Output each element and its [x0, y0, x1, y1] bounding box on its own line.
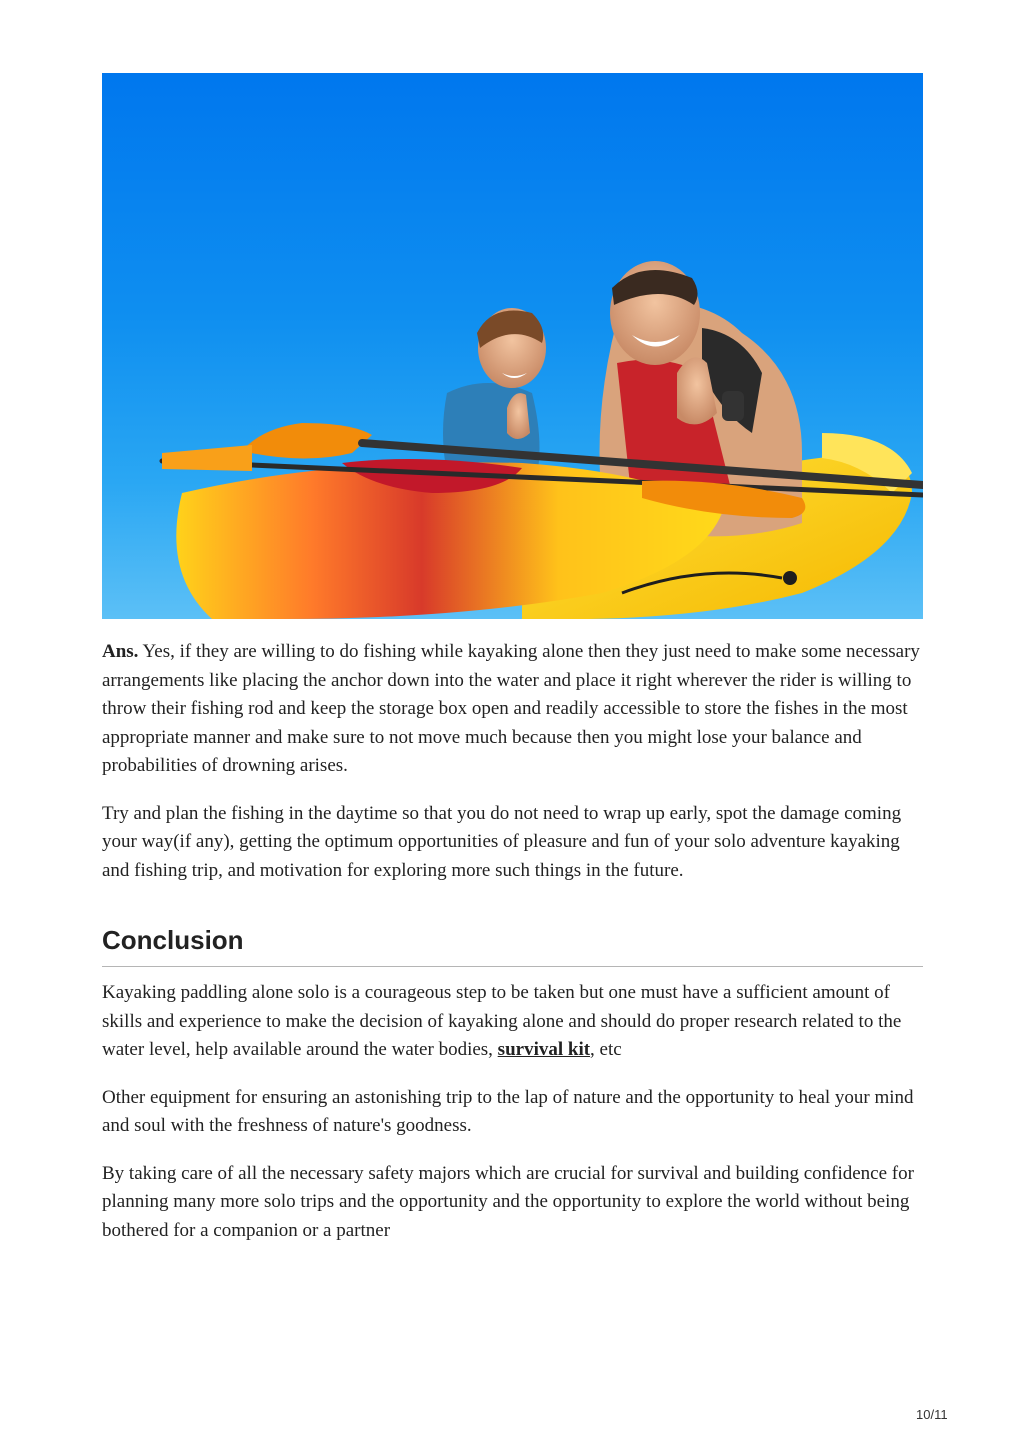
conclusion-text-after: , etc	[590, 1039, 622, 1060]
daytime-paragraph: Try and plan the fishing in the daytime so that you do not need to wrap up early, spot the damage coming your way(if any), getting the optimum opportunities of pleasure and fun of your solo adventure kayaking and fishing trip, and motivation for exploring more such things in the future.	[102, 802, 902, 881]
paddle-blade-left-2	[162, 445, 252, 471]
hero-kayak-image	[102, 73, 923, 619]
conclusion-paragraph-3: By taking care of all the necessary safety majors which are crucial for survival and building confidence for planning many more solo trips and the opportunity and the opportunity to explore the world without being bothered for a companion or a partner	[102, 1162, 914, 1241]
answer-text: Yes, if they are willing to do fishing while kayaking alone then they just need to make some necessary arrangements like placing the anchor down into the water and place it right wherever the rider is willing to throw their fishing rod and keep the storage box open and readily accessible to store the fishes in the most appropriate manner and make sure to not move much because then you might lose your balance and probabilities of drowning arises.	[102, 641, 920, 776]
page-number: 10/11	[916, 1407, 948, 1422]
survival-kit-link[interactable]: survival kit	[497, 1039, 591, 1060]
answer-lead: Ans.	[102, 641, 139, 662]
conclusion-heading: Conclusion	[102, 925, 923, 967]
article-content	[102, 638, 923, 1264]
conclusion-paragraph-1	[102, 979, 923, 1065]
kayak-photo-icon	[102, 73, 923, 619]
conclusion-paragraph-2: Other equipment for ensuring an astonishing trip to the lap of nature and the opportunity to heal your mind and soul with the freshness of nature's goodness.	[102, 1086, 914, 1136]
paddle-blade-left	[242, 423, 372, 459]
conclusion-text-before: Kayaking paddling alone solo is a courageous step to be taken but one must have a sufficient amount of skills and experience to make the decision of kayaking alone and should do proper research related to the water level, help available around the water bodies,	[102, 982, 902, 1060]
watch	[722, 391, 744, 421]
answer-paragraph	[102, 638, 923, 781]
